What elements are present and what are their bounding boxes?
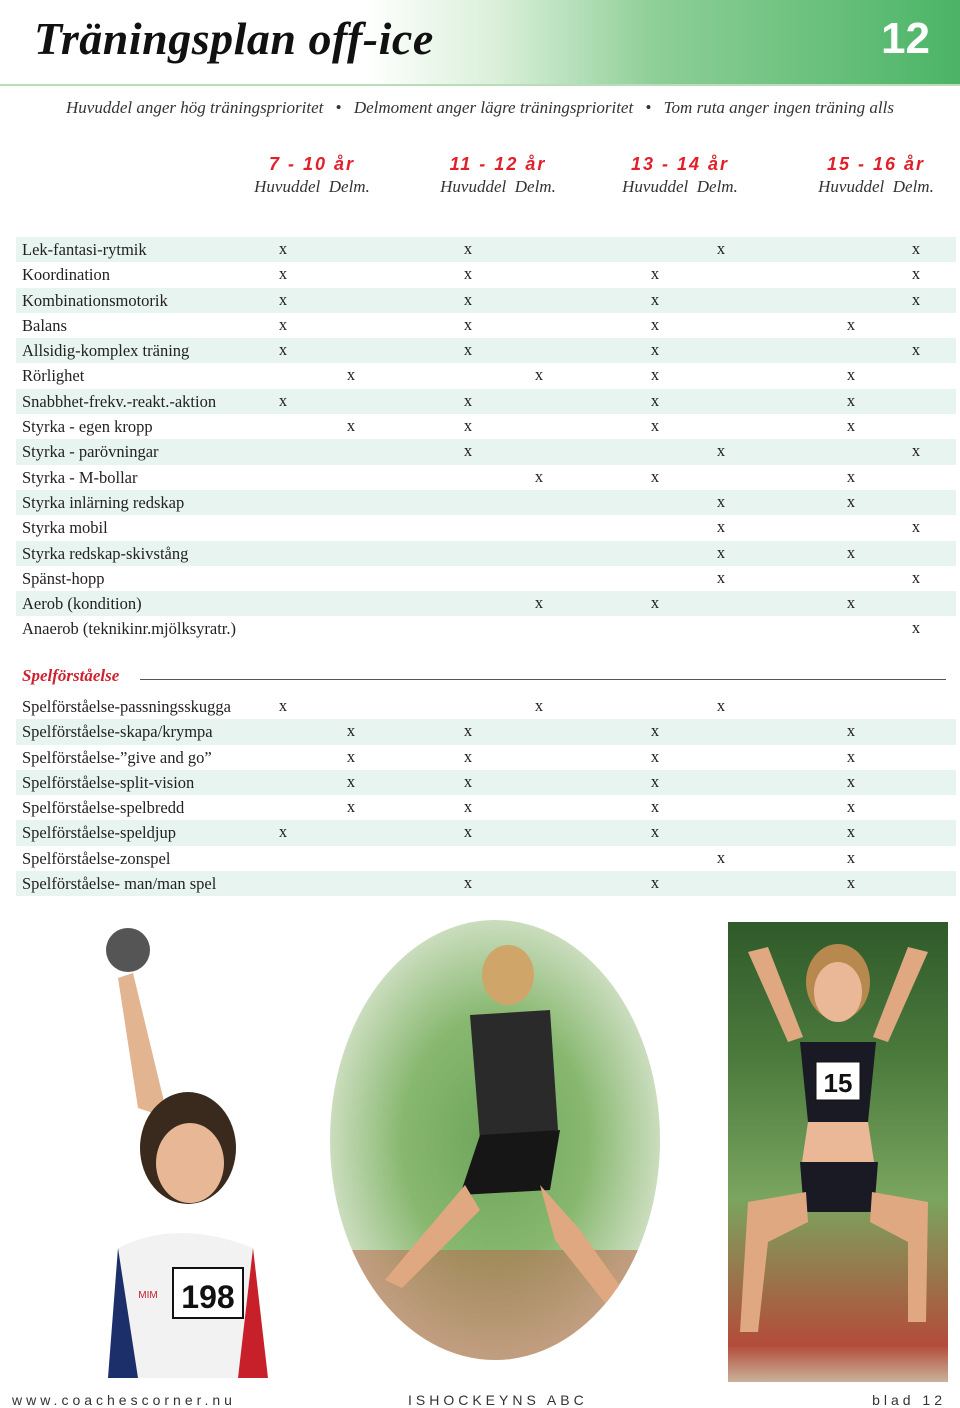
- priority-mark: x: [716, 441, 726, 461]
- priority-mark: x: [650, 797, 660, 817]
- shot-put-athlete-photo: [78, 918, 278, 1378]
- huvuddel-label: Huvuddel: [440, 177, 507, 196]
- row-label: Balans: [22, 315, 67, 335]
- raised-arm: [118, 973, 168, 1118]
- column-labels: [796, 177, 956, 197]
- row-label: Styrka - parövningar: [22, 442, 159, 462]
- priority-mark: x: [650, 873, 660, 893]
- table-row: [0, 288, 960, 313]
- age-group-header: [0, 154, 960, 206]
- priority-mark: x: [346, 797, 356, 817]
- row-label: Spänst-hopp: [22, 568, 105, 588]
- priority-mark: x: [463, 797, 473, 817]
- priority-mark: x: [846, 771, 856, 791]
- legend-item-low: Delmoment anger lägre träningsprioritet: [353, 98, 634, 117]
- table-row: [0, 566, 960, 591]
- priority-mark: x: [911, 567, 921, 587]
- arm-right: [873, 947, 928, 1042]
- table-row: [0, 237, 960, 262]
- priority-mark: x: [846, 466, 856, 486]
- table-row: [0, 262, 960, 287]
- priority-mark: x: [463, 822, 473, 842]
- priority-mark: x: [278, 390, 288, 410]
- row-label: Anaerob (teknikinr.mjölksyratr.): [22, 619, 236, 639]
- face: [814, 962, 862, 1022]
- tank-top: [470, 1010, 558, 1140]
- priority-mark: x: [463, 416, 473, 436]
- row-label: Spelförståelse-zonspel: [22, 848, 171, 868]
- shorts: [460, 1130, 560, 1195]
- table-row: [0, 719, 960, 744]
- priority-mark: x: [846, 542, 856, 562]
- priority-mark: x: [846, 746, 856, 766]
- row-label: Allsidig-komplex träning: [22, 341, 190, 361]
- huvuddel-label: Huvuddel: [818, 177, 885, 196]
- priority-mark: x: [534, 365, 544, 385]
- row-label: Rörlighet: [22, 366, 85, 386]
- table-row: [0, 515, 960, 540]
- table-row: [0, 490, 960, 515]
- priority-mark: x: [716, 567, 726, 587]
- priority-mark: x: [846, 797, 856, 817]
- row-label: Koordination: [22, 265, 110, 285]
- column-labels: [232, 177, 392, 197]
- page-title: Träningsplan off-ice: [34, 13, 434, 64]
- runner-illustration: [330, 920, 660, 1360]
- row-label: Kombinationsmotorik: [22, 290, 168, 310]
- header-band: [0, 0, 960, 86]
- delm-label: Delm.: [892, 177, 934, 196]
- row-background: [16, 237, 956, 262]
- priority-mark: x: [911, 340, 921, 360]
- table-row: [0, 591, 960, 616]
- row-label: Spelförståelse-spelbredd: [22, 798, 185, 818]
- priority-mark: x: [846, 721, 856, 741]
- priority-mark: x: [463, 873, 473, 893]
- row-label: Spelförståelse-split-vision: [22, 772, 195, 792]
- delm-label: Delm.: [328, 177, 370, 196]
- bib-number: 198: [181, 1279, 235, 1315]
- row-label: Styrka inlärning redskap: [22, 492, 185, 512]
- priority-mark: x: [846, 491, 856, 511]
- column-labels: [418, 177, 578, 197]
- priority-mark: x: [846, 390, 856, 410]
- column-labels: [600, 177, 760, 197]
- table-row: [0, 871, 960, 896]
- face: [156, 1123, 224, 1203]
- legend-item-none: Tom ruta anger ingen träning alls: [663, 98, 894, 117]
- table-row: [0, 465, 960, 490]
- priority-mark: x: [463, 721, 473, 741]
- row-background: [16, 414, 956, 439]
- priority-mark: x: [278, 696, 288, 715]
- priority-mark: x: [650, 289, 660, 309]
- priority-mark: x: [716, 696, 726, 715]
- priority-mark: x: [650, 746, 660, 766]
- priority-mark: x: [278, 289, 288, 309]
- priority-mark: x: [278, 314, 288, 334]
- leg-right: [870, 1192, 928, 1322]
- priority-mark: x: [534, 466, 544, 486]
- table-row: [0, 363, 960, 388]
- age-group-13-14: [600, 154, 760, 197]
- priority-mark: x: [463, 239, 473, 258]
- priority-mark: x: [650, 416, 660, 436]
- footer-website: www.coachescorner.nu: [12, 1392, 236, 1408]
- spelforstaelse-table: [0, 694, 960, 896]
- row-label: Spelförståelse-speldjup: [22, 823, 176, 843]
- priority-mark: x: [463, 441, 473, 461]
- row-background: [16, 515, 956, 540]
- priority-mark: x: [463, 390, 473, 410]
- priority-mark: x: [911, 441, 921, 461]
- priority-mark: x: [463, 289, 473, 309]
- priority-mark: x: [463, 314, 473, 334]
- priority-mark: x: [346, 416, 356, 436]
- table-row: [0, 313, 960, 338]
- huvuddel-label: Huvuddel: [254, 177, 321, 196]
- priority-mark: x: [846, 365, 856, 385]
- priority-mark: x: [346, 746, 356, 766]
- priority-mark: x: [650, 340, 660, 360]
- priority-mark: x: [346, 365, 356, 385]
- age-label: 15 - 16 år: [826, 154, 926, 174]
- age-group-11-12: [418, 154, 578, 197]
- section-divider: [140, 679, 946, 680]
- age-label: 11 - 12 år: [449, 154, 547, 174]
- priority-mark: x: [463, 771, 473, 791]
- priority-mark: x: [846, 593, 856, 613]
- priority-mark: x: [911, 289, 921, 309]
- age-label: 13 - 14 år: [630, 154, 730, 174]
- priority-mark: x: [534, 593, 544, 613]
- row-label: Styrka redskap-skivstång: [22, 543, 189, 563]
- priority-mark: x: [463, 746, 473, 766]
- shot-put-illustration: [78, 918, 278, 1378]
- delm-label: Delm.: [696, 177, 738, 196]
- row-label: Spelförståelse-passningsskugga: [22, 697, 231, 716]
- priority-mark: x: [650, 365, 660, 385]
- priority-mark: x: [650, 314, 660, 334]
- priority-mark: x: [650, 466, 660, 486]
- row-label: Spelförståelse- man/man spel: [22, 874, 217, 894]
- priority-mark: x: [911, 517, 921, 537]
- table-row: [0, 338, 960, 363]
- table-row: [0, 439, 960, 464]
- huvuddel-label: Huvuddel: [622, 177, 689, 196]
- shorts: [800, 1162, 878, 1212]
- priority-mark: x: [846, 873, 856, 893]
- table-row: [0, 694, 960, 719]
- training-table: [0, 237, 960, 642]
- priority-mark: x: [278, 340, 288, 360]
- priority-mark: x: [278, 822, 288, 842]
- priority-mark: x: [846, 847, 856, 867]
- priority-mark: x: [846, 822, 856, 842]
- arm-left: [748, 947, 803, 1042]
- row-label: Styrka mobil: [22, 518, 108, 538]
- legend-item-high: Huvuddel anger hög träningsprioritet: [66, 98, 324, 117]
- priority-mark: x: [911, 264, 921, 284]
- footer-publication: ISHOCKEYNS ABC: [408, 1392, 588, 1408]
- priority-mark: x: [716, 239, 726, 258]
- priority-mark: x: [463, 340, 473, 360]
- track: [330, 1250, 660, 1360]
- table-row: [0, 770, 960, 795]
- priority-mark: x: [716, 491, 726, 511]
- row-label: Snabbhet-frekv.-reakt.-aktion: [22, 391, 217, 411]
- leg-left: [740, 1192, 808, 1332]
- row-label: Aerob (kondition): [22, 594, 142, 614]
- priority-mark: x: [716, 542, 726, 562]
- row-label: Spelförståelse-skapa/krympa: [22, 722, 213, 742]
- table-row: [0, 389, 960, 414]
- section-title-spelforstaelse: Spelförståelse: [22, 666, 120, 685]
- jumper-illustration: [728, 922, 948, 1382]
- priority-mark: x: [278, 264, 288, 284]
- table-row: [0, 616, 960, 641]
- table-row: [0, 414, 960, 439]
- table-row: [0, 795, 960, 820]
- priority-mark: x: [650, 593, 660, 613]
- priority-mark: x: [716, 847, 726, 867]
- running-athlete-photo: [330, 920, 660, 1360]
- row-label: Spelförståelse-”give and go”: [22, 747, 212, 767]
- priority-mark: x: [846, 416, 856, 436]
- midriff: [802, 1122, 874, 1162]
- row-label: Styrka - egen kropp: [22, 417, 153, 437]
- priority-mark: x: [911, 618, 921, 638]
- priority-mark: x: [716, 517, 726, 537]
- table-row: [0, 846, 960, 871]
- priority-mark: x: [650, 721, 660, 741]
- long-jump-athlete-photo: [728, 922, 948, 1382]
- row-label: Styrka - M-bollar: [22, 467, 138, 487]
- row-background: [16, 465, 956, 490]
- row-label: Lek-fantasi-rytmik: [22, 240, 147, 259]
- footer-sheet: blad 12: [872, 1392, 946, 1408]
- shot-ball: [106, 928, 150, 972]
- row-background: [16, 566, 956, 591]
- priority-mark: x: [346, 721, 356, 741]
- priority-mark: x: [911, 239, 921, 258]
- priority-mark: x: [650, 390, 660, 410]
- legend-separator: •: [645, 98, 652, 117]
- priority-mark: x: [846, 314, 856, 334]
- legend-separator: •: [335, 98, 342, 117]
- priority-mark: x: [650, 264, 660, 284]
- priority-mark: x: [650, 771, 660, 791]
- age-label: 7 - 10 år: [268, 154, 356, 174]
- club-badge: MIM: [138, 1290, 158, 1301]
- table-row: [0, 820, 960, 845]
- page-footer: [0, 1392, 960, 1408]
- table-row: [0, 745, 960, 770]
- head: [482, 945, 534, 1005]
- age-group-7-10: [232, 154, 392, 197]
- priority-mark: x: [278, 239, 288, 258]
- row-background: [16, 363, 956, 388]
- row-background: [16, 591, 956, 616]
- legend: [0, 98, 960, 118]
- bib-number: 15: [823, 1068, 853, 1098]
- priority-mark: x: [346, 771, 356, 791]
- row-background: [16, 262, 956, 287]
- priority-mark: x: [463, 264, 473, 284]
- row-background: [16, 313, 956, 338]
- age-group-15-16: [796, 154, 956, 197]
- page-number: 12: [881, 14, 930, 63]
- priority-mark: x: [650, 822, 660, 842]
- table-row: [0, 541, 960, 566]
- priority-mark: x: [534, 696, 544, 715]
- delm-label: Delm.: [514, 177, 556, 196]
